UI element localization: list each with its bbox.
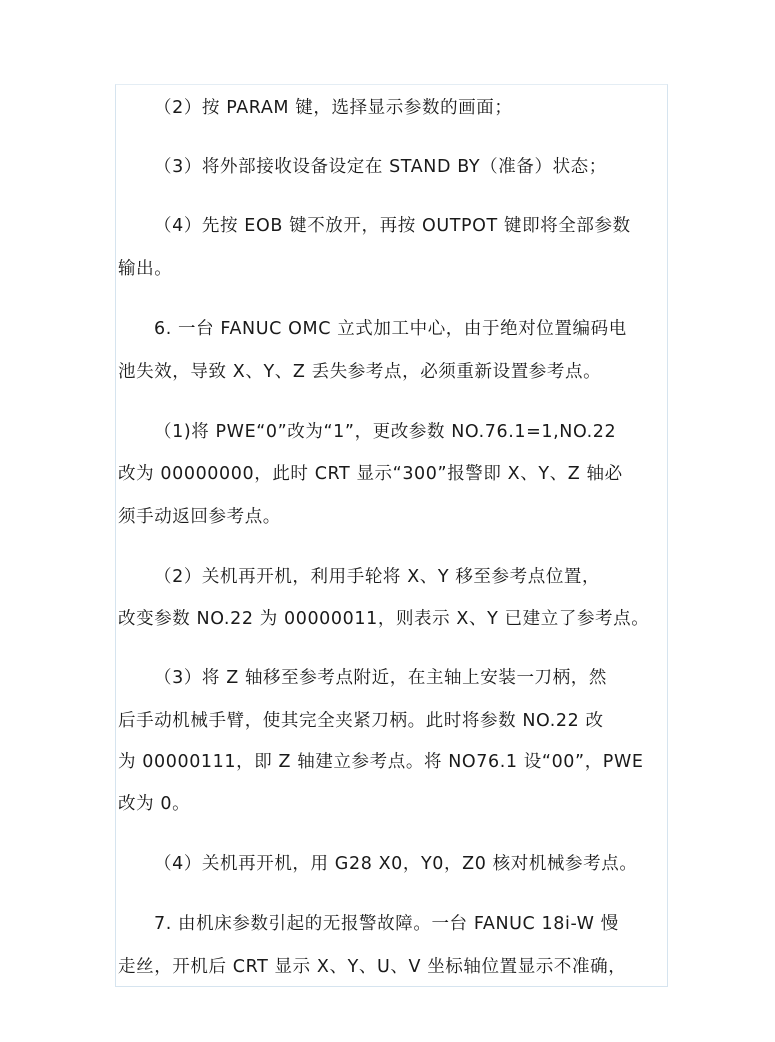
text-line: 为 00000111，即 Z 轴建立参考点。将 NO76.1 设“00”，PWE	[118, 752, 644, 772]
text-line: 改为 0。	[118, 794, 191, 814]
text-line: 输出。	[118, 259, 173, 279]
text-line: 走丝，开机后 CRT 显示 X、Y、U、V 坐标轴位置显示不准确，	[118, 957, 627, 977]
text-line: （1)将 PWE“0”改为“1”，更改参数 NO.76.1=1,NO.22	[154, 422, 617, 442]
text-line: 6. 一台 FANUC OMC 立式加工中心，由于绝对位置编码电	[154, 319, 627, 339]
text-line: （3）将外部接收设备设定在 STAND BY（准备）状态；	[154, 157, 607, 177]
text-line: 须手动返回参考点。	[118, 507, 281, 527]
text-line: （3）将 Z 轴移至参考点附近，在主轴上安装一刀柄，然	[154, 668, 607, 688]
text-line: 后手动机械手臂，使其完全夹紧刀柄。此时将参数 NO.22 改	[118, 711, 604, 731]
text-line: 池失效，导致 X、Y、Z 丢失参考点，必须重新设置参考点。	[118, 362, 602, 382]
text-line: （4）先按 EOB 键不放开，再按 OUTPOT 键即将全部参数	[154, 216, 631, 236]
text-line: （4）关机再开机，用 G28 X0，Y0，Z0 核对机械参考点。	[154, 854, 638, 874]
text-line: （2）关机再开机，利用手轮将 X、Y 移至参考点位置，	[154, 567, 601, 587]
text-line: （2）按 PARAM 键，选择显示参数的画面；	[154, 98, 513, 118]
text-line: 改为 00000000，此时 CRT 显示“300”报警即 X、Y、Z 轴必	[118, 464, 623, 484]
text-line: 改变参数 NO.22 为 00000011，则表示 X、Y 已建立了参考点。	[118, 609, 650, 629]
text-line: 7. 由机床参数引起的无报警故障。一台 FANUC 18i-W 慢	[154, 914, 619, 934]
